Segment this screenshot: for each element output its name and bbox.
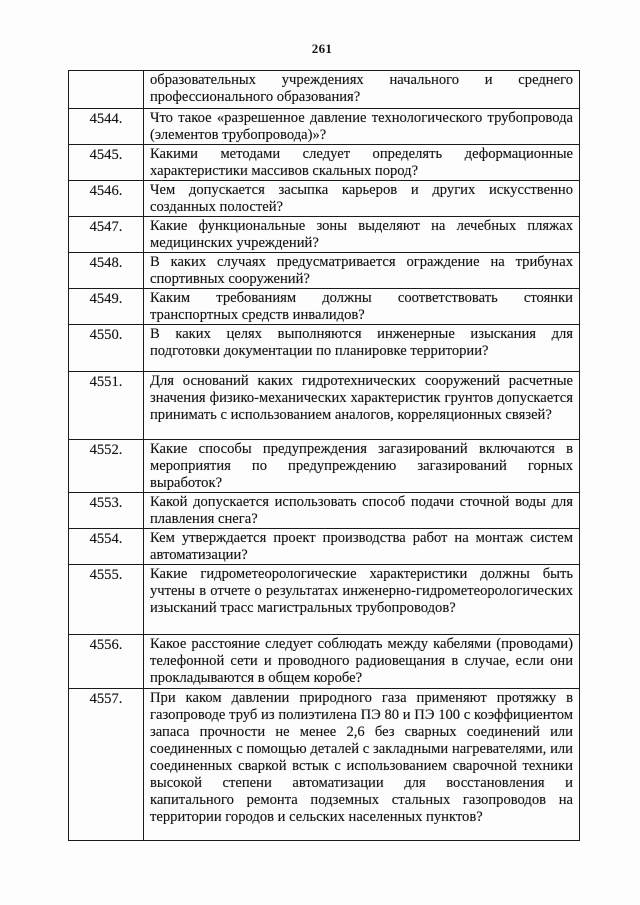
question-number: 4552.	[69, 440, 144, 493]
question-number: 4551.	[69, 372, 144, 440]
question-number: 4556.	[69, 635, 144, 689]
question-text: Какими методами следует определять деформационные характеристики массивов скальных пород?	[144, 145, 580, 181]
question-row	[69, 289, 580, 325]
page-number: 261	[311, 41, 333, 56]
question-text: Кем утверждается проект производства работ на монтаж систем автоматизации?	[144, 529, 580, 565]
question-row	[69, 689, 580, 841]
question-text: Какой допускается использовать способ подачи сточной воды для плавления снега?	[144, 493, 580, 529]
question-row	[69, 440, 580, 493]
question-text: В каких случаях предусматривается ограждение на трибунах спортивных сооружений?	[144, 253, 580, 289]
question-number: 4544.	[69, 109, 144, 145]
question-text: Что такое «разрешенное давление технологического трубопровода (элементов трубопровода)»?	[144, 109, 580, 145]
question-number: 4547.	[69, 217, 144, 253]
question-row	[69, 181, 580, 217]
question-number: 4553.	[69, 493, 144, 529]
questions-table	[68, 70, 580, 841]
question-text: Чем допускается засыпка карьеров и других искусственно созданных полостей?	[144, 181, 580, 217]
question-number: 4554.	[69, 529, 144, 565]
question-row	[69, 325, 580, 372]
question-text: образовательных учреждениях начального и среднего профессионального образования?	[144, 71, 580, 109]
question-text: Какие гидрометеорологические характеристики должны быть учтены в отчете о результатах инженерно-гидрометеорологических изысканий трасс магистральных трубопроводов?	[144, 565, 580, 635]
question-text: При каком давлении природного газа применяют протяжку в газопроводе труб из полиэтилена ПЭ 80 и ПЭ 100 с коэффициентом запаса прочности не менее 2,6 без сварных соединений или соединенных с помощью деталей с закладными нагревателями, или соединенных сваркой встык с использованием сварочной техники высокой степени автоматизации для восстановления и капитального ремонта подземных стальных газопроводов на территории городов и сельских населенных пунктов?	[144, 689, 580, 841]
question-number: 4557.	[69, 689, 144, 841]
question-row	[69, 253, 580, 289]
question-text: Какое расстояние следует соблюдать между кабелями (проводами) телефонной сети и проводного радиовещания в случае, если они прокладываются в общем коробе?	[144, 635, 580, 689]
question-number: 4545.	[69, 145, 144, 181]
question-text: Какие функциональные зоны выделяют на лечебных пляжах медицинских учреждений?	[144, 217, 580, 253]
question-row	[69, 493, 580, 529]
question-number: 4550.	[69, 325, 144, 372]
question-number: 4555.	[69, 565, 144, 635]
question-row	[69, 71, 580, 109]
question-text: В каких целях выполняются инженерные изыскания для подготовки документации по планировке территории?	[144, 325, 580, 372]
question-row	[69, 529, 580, 565]
question-text: Каким требованиям должны соответствовать стоянки транспортных средств инвалидов?	[144, 289, 580, 325]
question-text: Для оснований каких гидротехнических сооружений расчетные значения физико-механических характеристик грунтов допускается принимать с использованием аналогов, корреляционных связей?	[144, 372, 580, 440]
question-number: 4549.	[69, 289, 144, 325]
question-row	[69, 635, 580, 689]
question-row	[69, 372, 580, 440]
question-row	[69, 145, 580, 181]
question-row	[69, 217, 580, 253]
question-text: Какие способы предупреждения загазирований включаются в мероприятия по предупреждению загазирований горных выработок?	[144, 440, 580, 493]
question-row	[69, 565, 580, 635]
question-row	[69, 109, 580, 145]
question-number	[69, 71, 144, 109]
question-number: 4548.	[69, 253, 144, 289]
question-number: 4546.	[69, 181, 144, 217]
